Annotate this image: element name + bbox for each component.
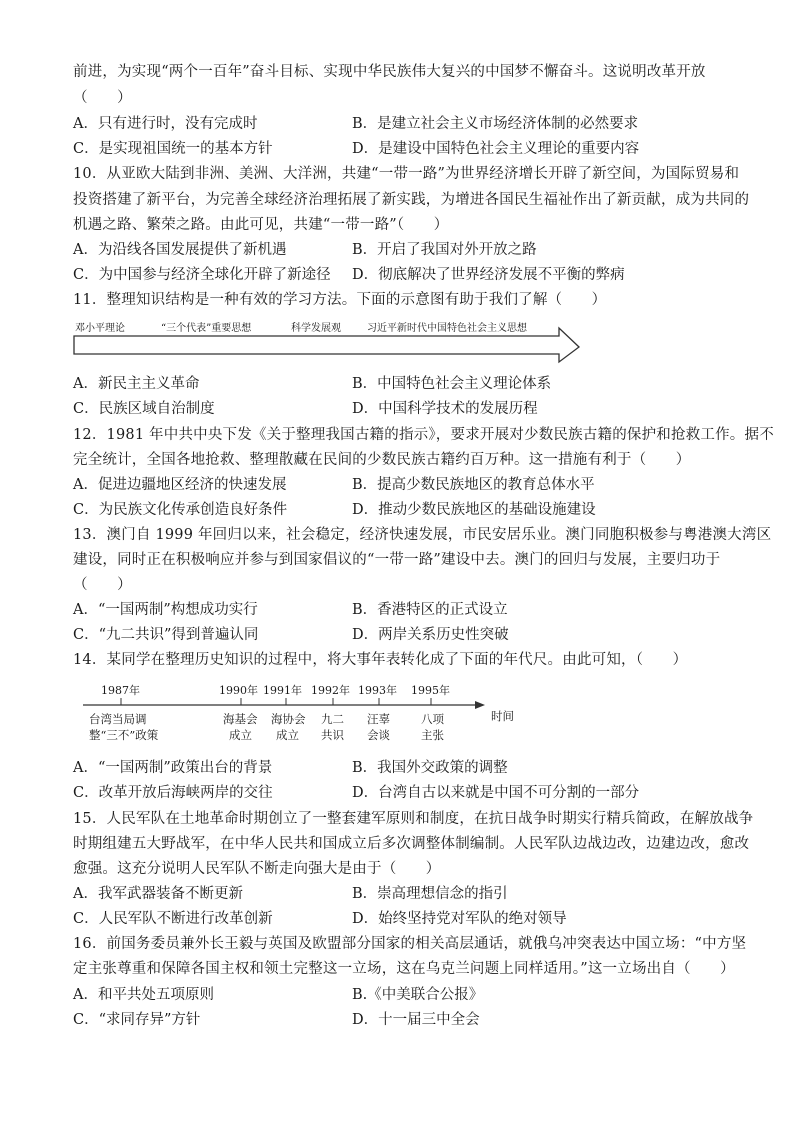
q13-stem-line-1: 13．澳门自 1999 年回归以来，社会稳定，经济快速发展，市民安居乐业。澳门同胞积极参与粤港澳大湾区 <box>73 527 772 543</box>
timeline-event-1987-line2: 整“三不”政策 <box>89 728 159 742</box>
timeline-event-1995-line1: 八项 <box>421 712 444 726</box>
q9-option-c: C．是实现祖国统一的基本方针 <box>73 141 273 157</box>
timeline-event-1991-line1: 海协会 <box>271 712 306 726</box>
q9-stem-line-1: 前进，为实现“两个一百年”奋斗目标、实现中华民族伟大复兴的中国梦不懈奋斗。这说明改革开放 <box>73 64 706 80</box>
q13-option-c: C．“九二共识”得到普遍认同 <box>73 627 259 643</box>
timeline-year-1990: 1990年 <box>219 684 258 697</box>
q14-option-b: B．我国外交政策的调整 <box>352 760 508 776</box>
q10-option-a: A．为沿线各国发展提供了新机遇 <box>73 242 287 258</box>
q15-stem-line-2: 时期组建五大野战军，在中华人民共和国成立后多次调整体制编制。人民军队边战边改，边建边改，愈改 <box>73 836 750 852</box>
q15-option-b: B．崇高理想信念的指引 <box>352 886 508 902</box>
q13-option-d: D．两岸关系历史性突破 <box>352 627 509 643</box>
q12-option-c: C．为民族文化传承创造良好条件 <box>73 502 288 518</box>
q9-option-d: D．是建设中国特色社会主义理论的重要内容 <box>352 141 640 157</box>
q11-option-b: B．中国特色社会主义理论体系 <box>352 376 552 392</box>
q14-option-d: D．台湾自古以来就是中国不可分割的一部分 <box>352 785 640 801</box>
q13-stem-line-3: （ ） <box>73 577 132 593</box>
q16-option-a: A．和平共处五项原则 <box>73 987 214 1003</box>
q10-stem-line-3: 机遇之路、繁荣之路。由此可见，共建“一带一路”（ ） <box>73 217 449 233</box>
q15-option-d: D．始终坚持党对军队的绝对领导 <box>352 911 567 927</box>
q10-option-b: B．开启了我国对外开放之路 <box>352 242 537 258</box>
timeline-ticks <box>121 698 431 705</box>
q11-theory-arrow-diagram <box>73 318 583 364</box>
diagram-label-xi-thought: 习近平新时代中国特色社会主义思想 <box>367 323 527 334</box>
q11-stem-line-1: 11．整理知识结构是一种有效的学习方法。下面的示意图有助于我们了解（ ） <box>73 292 607 308</box>
q16-stem-line-2: 定主张尊重和保障各国主权和领土完整这一立场，这在乌克兰问题上同样适用。”这一立场出自（ ） <box>73 961 735 977</box>
q16-option-c: C．“求同存异”方针 <box>73 1012 201 1028</box>
q15-option-c: C．人民军队不断进行改革创新 <box>73 911 273 927</box>
q9-option-a: A．只有进行时，没有完成时 <box>73 116 258 132</box>
timeline-event-1990-line1: 海基会 <box>223 712 258 726</box>
q9-stem-line-2: （ ） <box>73 90 132 106</box>
q14-stem-line-1: 14．某同学在整理历史知识的过程中，将大事年表转化成了下面的年代尺。由此可知，（ ） <box>73 652 688 668</box>
q12-option-d: D．推动少数民族地区的基础设施建设 <box>352 502 596 518</box>
timeline-event-1990-line2: 成立 <box>229 728 252 742</box>
q15-stem-line-1: 15．人民军队在土地革命时期创立了一整套建军原则和制度，在抗日战争时期实行精兵简政，在解放战争 <box>73 811 754 827</box>
q10-stem-line-1: 10．从亚欧大陆到非洲、美洲、大洋洲，共建“一带一路”为世界经济增长开辟了新空间，为国际贸易和 <box>73 166 740 182</box>
timeline-event-1987-line1: 台湾当局调 <box>89 712 147 726</box>
timeline-year-1995: 1995年 <box>411 684 450 697</box>
timeline-event-1993-line1: 汪辜 <box>367 712 390 726</box>
q15-option-a: A．我军武器装备不断更新 <box>73 886 243 902</box>
timeline-event-1992-line1: 九二 <box>321 712 344 726</box>
timeline-event-1992-line2: 共识 <box>321 728 344 742</box>
diagram-label-scientific-outlook: 科学发展观 <box>291 323 341 334</box>
timeline-year-1993: 1993年 <box>358 684 397 697</box>
q16-stem-line-1: 16．前国务委员兼外长王毅与英国及欧盟部分国家的相关高层通话，就俄乌冲突表达中国立场：“中方坚 <box>73 936 747 952</box>
q12-stem-line-2: 完全统计，全国各地抢救、整理散藏在民间的少数民族古籍约百万种。这一措施有利于（ ） <box>73 452 691 468</box>
timeline-arrowhead <box>475 701 485 709</box>
q9-option-b: B．是建立社会主义市场经济体制的必然要求 <box>352 116 639 132</box>
q13-option-b: B．香港特区的正式设立 <box>352 602 508 618</box>
q14-timeline-diagram <box>73 680 533 746</box>
timeline-event-1991-line2: 成立 <box>276 728 299 742</box>
diagram-label-three-represents: “三个代表”重要思想 <box>161 323 252 334</box>
timeline-year-1992: 1992年 <box>311 684 350 697</box>
q13-stem-line-2: 建设，同时正在积极响应并参与到国家倡议的“一带一路”建设中去。澳门的回归与发展，主要归功于 <box>73 552 721 568</box>
q13-option-a: A．“一国两制”构想成功实行 <box>73 602 258 618</box>
q12-option-a: A．促进边疆地区经济的快速发展 <box>73 477 287 493</box>
q10-option-d: D．彻底解决了世界经济发展不平衡的弊病 <box>352 267 625 283</box>
timeline-event-1995-line2: 主张 <box>421 728 444 742</box>
q11-option-a: A．新民主主义革命 <box>73 376 200 392</box>
q11-option-c: C．民族区域自治制度 <box>73 401 215 417</box>
timeline-event-1993-line2: 会谈 <box>367 728 390 742</box>
q12-stem-line-1: 12．1981 年中共中央下发《关于整理我国古籍的指示》，要求开展对少数民族古籍的保护和抢救工作。据不 <box>73 427 774 443</box>
q10-option-c: C．为中国参与经济全球化开辟了新途径 <box>73 267 331 283</box>
q16-option-b: B.《中美联合公报》 <box>352 987 484 1003</box>
diagram-label-deng: 邓小平理论 <box>75 323 125 334</box>
q10-stem-line-2: 投资搭建了新平台，为完善全球经济治理拓展了新实践，为增进各国民生福祉作出了新贡献，成为共同的 <box>73 192 750 208</box>
q11-option-d: D．中国科学技术的发展历程 <box>352 401 538 417</box>
q14-option-c: C．改革开放后海峡两岸的交往 <box>73 785 273 801</box>
timeline-year-1991: 1991年 <box>263 684 302 697</box>
q12-option-b: B．提高少数民族地区的教育总体水平 <box>352 477 595 493</box>
q15-stem-line-3: 愈强。这充分说明人民军队不断走向强大是由于（ ） <box>73 861 441 877</box>
q16-option-d: D．十一届三中全会 <box>352 1012 480 1028</box>
timeline-year-1987: 1987年 <box>101 684 140 697</box>
q14-option-a: A．“一国两制”政策出台的背景 <box>73 760 273 776</box>
timeline-axis-label: 时间 <box>491 709 514 723</box>
